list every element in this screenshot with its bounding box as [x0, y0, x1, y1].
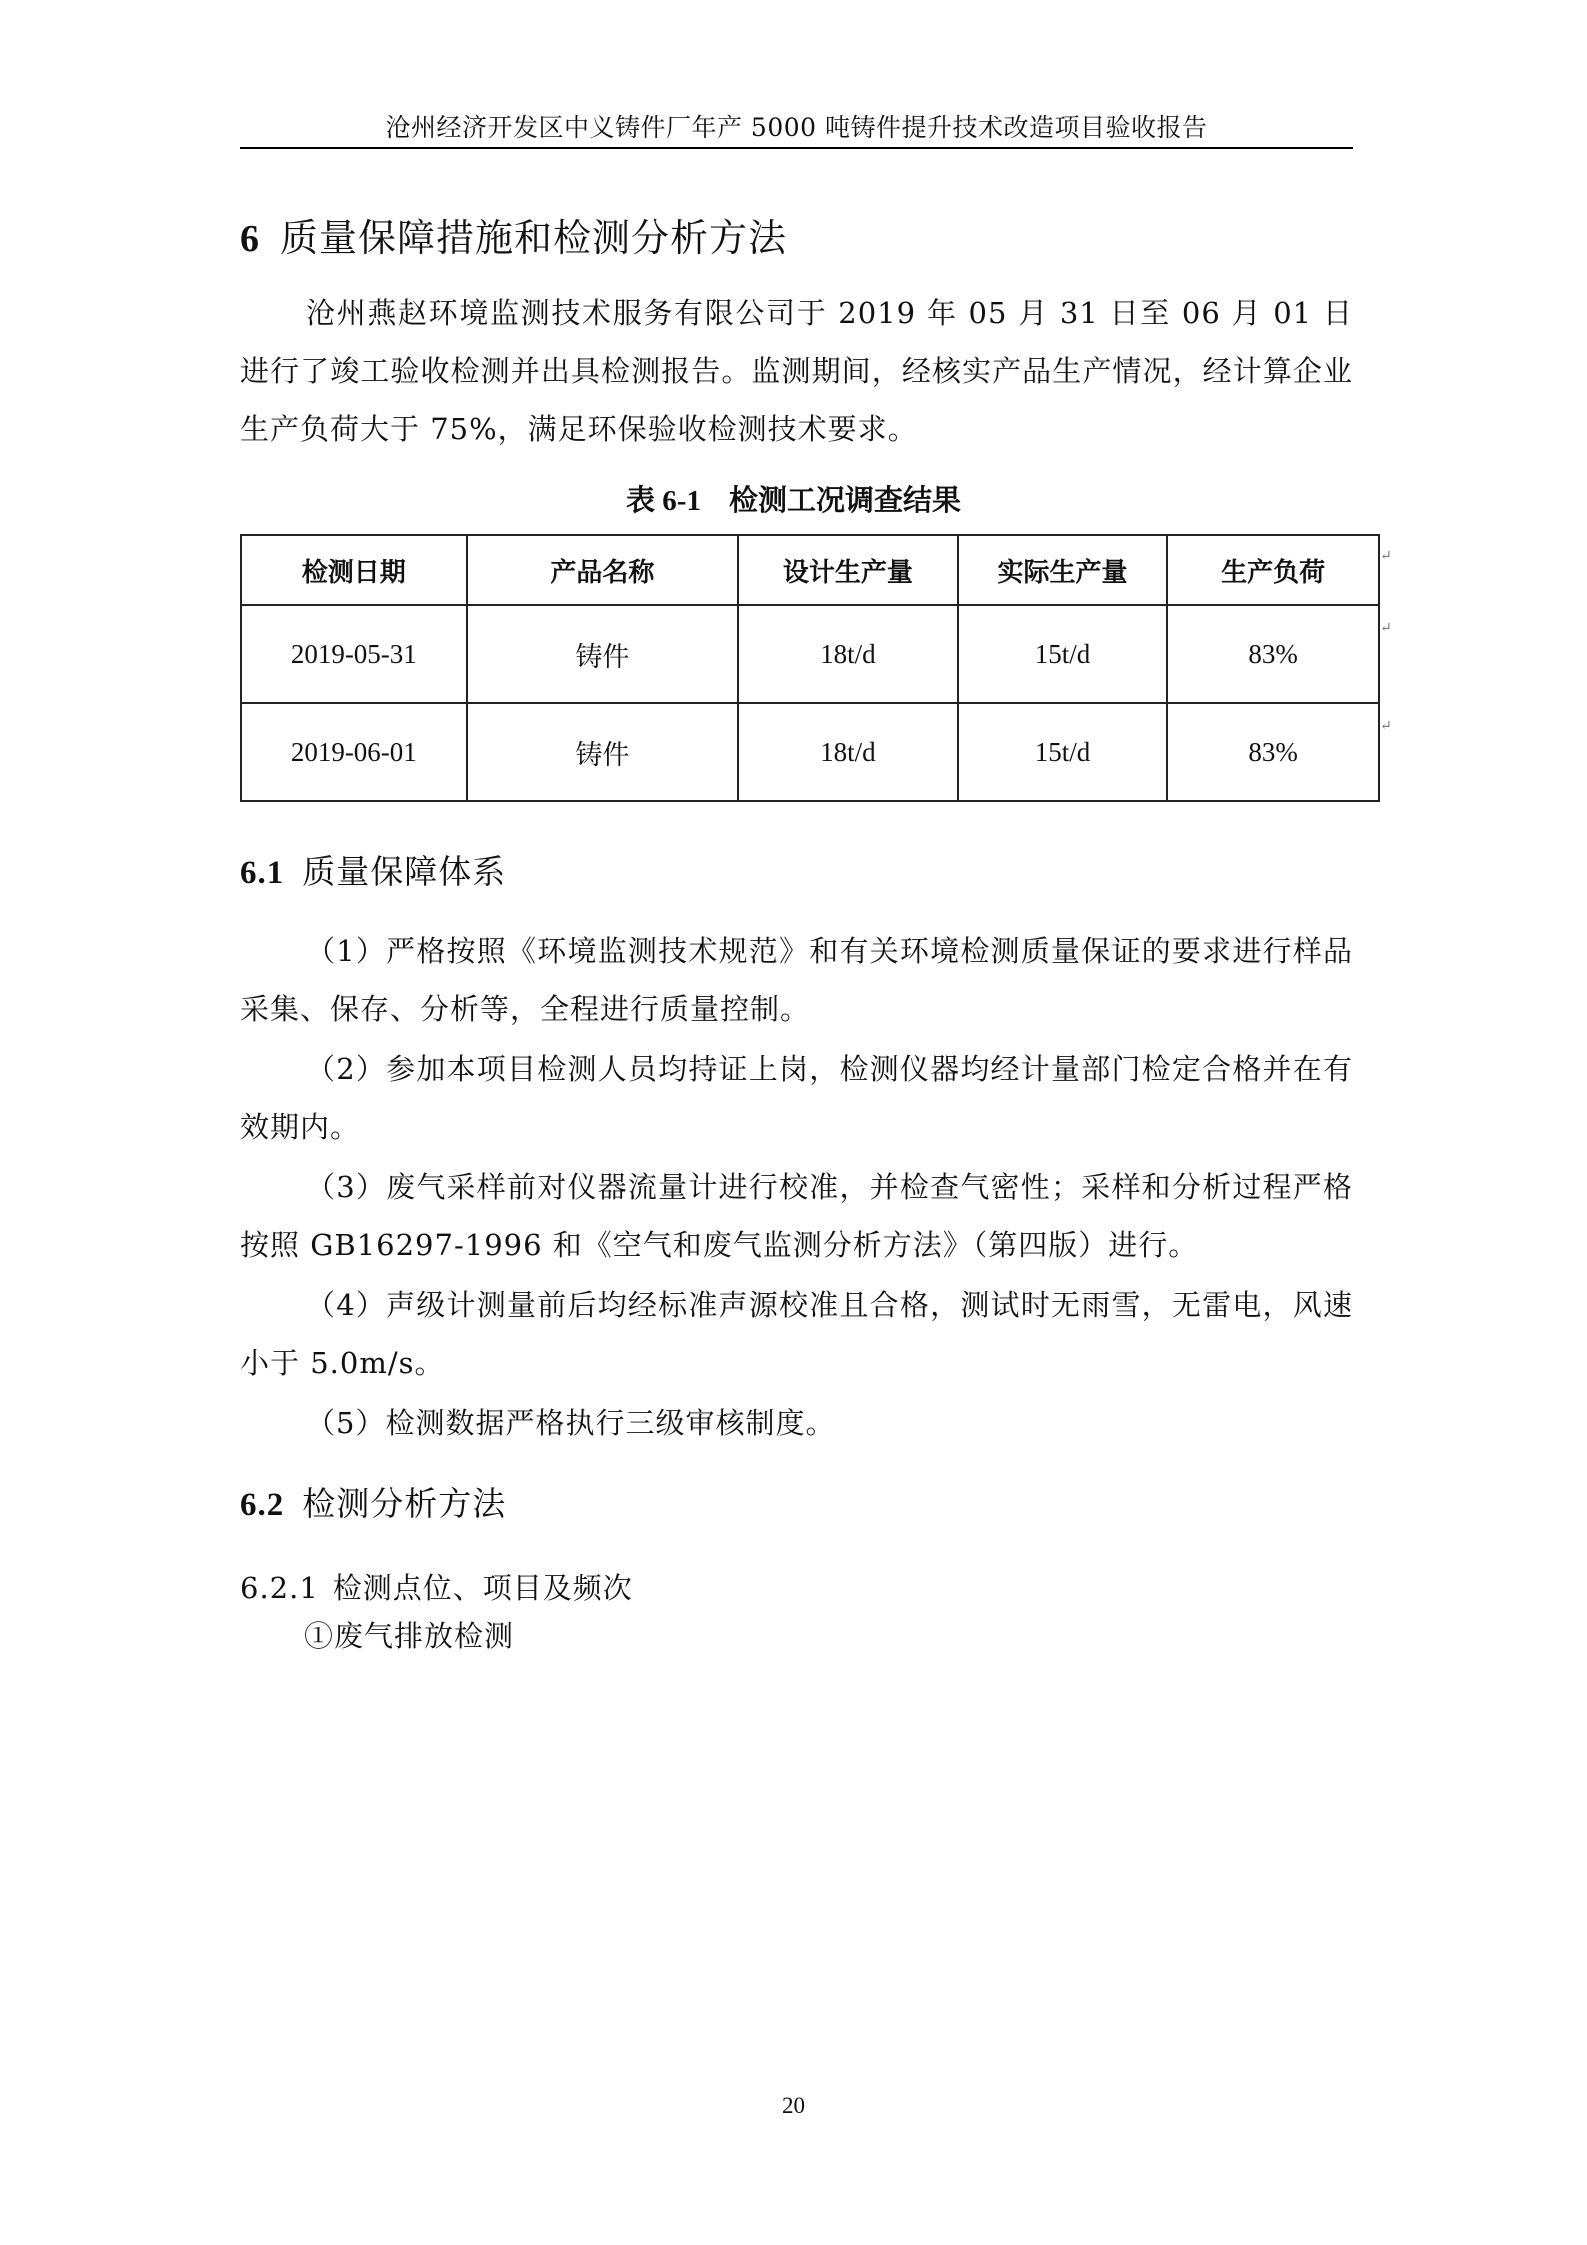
quality-item: （3）废气采样前对仪器流量计进行校准，并检查气密性；采样和分析过程严格按照 GB16297-1996 和《空气和废气监测分析方法》（第四版）进行。	[240, 1170, 1353, 1262]
section-6-2-1-number: 6.2.1	[240, 1571, 319, 1605]
column-header-load: 生产负荷	[1167, 535, 1379, 605]
section-6-2-1-heading	[240, 1566, 633, 1607]
cell-product: 铸件	[467, 605, 738, 703]
table-caption-id: 表 6-1	[626, 485, 701, 517]
cell-load: 83%	[1167, 703, 1379, 801]
header-rule	[240, 147, 1353, 149]
table-header-row	[241, 535, 1379, 605]
cell-product: 铸件	[467, 703, 738, 801]
cell-design-output: 18t/d	[738, 703, 958, 801]
cell-actual-output: 15t/d	[958, 605, 1168, 703]
page-number: 20	[782, 2093, 805, 2118]
row-end-mark-icon: ↵	[1380, 620, 1392, 636]
table-caption-title: 检测工况调查结果	[728, 483, 961, 517]
quality-item: （1）严格按照《环境监测技术规范》和有关环境检测质量保证的要求进行样品采集、保存、分析等，全程进行质量控制。	[240, 934, 1353, 1026]
section-6-1-title: 质量保障体系	[302, 852, 507, 891]
section-6-2-title: 检测分析方法	[302, 1484, 507, 1523]
column-header-date: 检测日期	[241, 535, 467, 605]
running-header: 沧州经济开发区中义铸件厂年产 5000 吨铸件提升技术改造项目验收报告	[385, 113, 1208, 142]
section-6-1-heading	[240, 846, 506, 893]
table-caption	[0, 478, 1587, 519]
column-header-actual-output: 实际生产量	[958, 535, 1168, 605]
cell-date: 2019-05-31	[241, 605, 467, 703]
quality-item: （2）参加本项目检测人员均持证上岗，检测仪器均经计量部门检定合格并在有效期内。	[240, 1052, 1353, 1144]
column-header-product: 产品名称	[467, 535, 738, 605]
section-6-heading	[240, 207, 787, 262]
cell-date: 2019-06-01	[241, 703, 467, 801]
cell-actual-output: 15t/d	[958, 703, 1168, 801]
quality-item: （4）声级计测量前后均经标准声源校准且合格，测试时无雨雪，无雷电，风速小于 5.0m/s。	[240, 1288, 1353, 1380]
column-header-design-output: 设计生产量	[738, 535, 958, 605]
table-row	[241, 605, 1379, 703]
quality-item: （5）检测数据严格执行三级审核制度。	[306, 1406, 836, 1440]
section-6-intro-paragraph: 沧州燕赵环境监测技术服务有限公司于 2019 年 05 月 31 日至 06 月 01 日进行了竣工验收检测并出具检测报告。监测期间，经核实产品生产情况，经计算企业生产负荷大于 75%，满足环保验收检测技术要求。	[240, 296, 1353, 446]
section-6-1-number: 6.1	[240, 855, 285, 891]
exhaust-gas-item: ①废气排放检测	[304, 1619, 515, 1653]
table-row	[241, 703, 1379, 801]
cell-load: 83%	[1167, 605, 1379, 703]
row-end-mark-icon: ↵	[1380, 548, 1392, 564]
section-6-2-1-title: 检测点位、项目及频次	[332, 1571, 633, 1605]
section-6-2-heading	[240, 1478, 506, 1525]
section-6-title: 质量保障措施和检测分析方法	[280, 216, 788, 260]
section-6-2-number: 6.2	[240, 1487, 285, 1523]
section-6-number: 6	[240, 218, 260, 260]
operating-conditions-table	[240, 534, 1380, 802]
row-end-mark-icon: ↵	[1380, 718, 1392, 734]
cell-design-output: 18t/d	[738, 605, 958, 703]
